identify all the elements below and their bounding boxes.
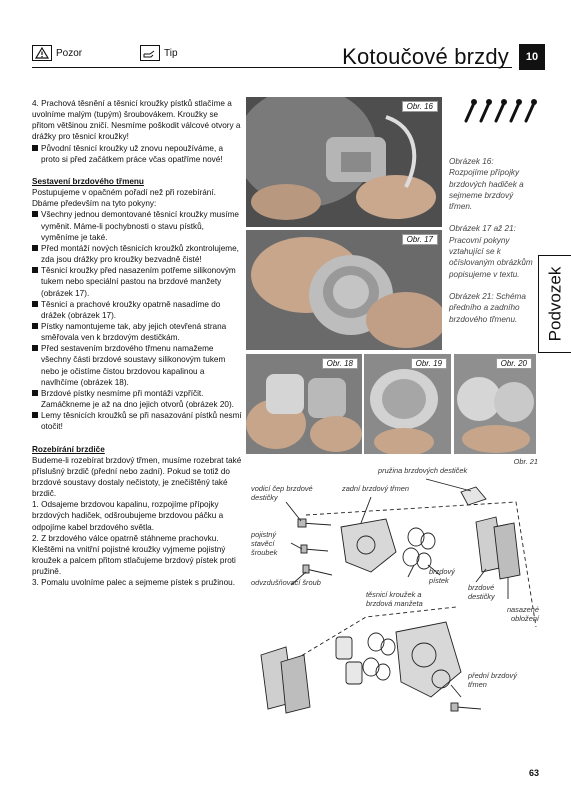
bullet-square (32, 243, 41, 265)
bullet-square (32, 299, 41, 321)
section-label: Podvozek (545, 266, 565, 342)
chapter-number: 10 (519, 44, 545, 70)
photo-label: Obr. 19 (411, 358, 447, 369)
bullet-item (32, 209, 242, 242)
label-pruzina: pružina brzdových destiček (378, 466, 468, 475)
heading-sestaveni: Sestavení brzdového třmenu (32, 176, 144, 186)
bullet-text: Lemy těsnicích kroužků se při nasazování pístků nesmí otočit! (41, 411, 242, 432)
bullet-square (32, 321, 41, 343)
photo-obr-17 (246, 230, 442, 350)
page-title: Kotoučové brzdy (342, 44, 509, 69)
pozor-legend (32, 45, 82, 61)
hand-pointer-icon (140, 45, 160, 61)
bullet-text: Před montáží nových těsnicích kroužků zkontrolujeme, zda jsou drážky pro kroužky bezvadně čisté! (41, 243, 239, 265)
bullet-text: Před sestavením brzdového třmenu namažeme všechny části brzdové soustavy silikonovým tukem nebo je očistíme čistou brzdovou kapalinou a navlhčíme (obrázek 18). (41, 344, 226, 387)
photo-label: Obr. 20 (496, 358, 532, 369)
label-zadni-trmen: zadní brzdový třmen (342, 484, 409, 493)
pozor-label: Pozor (56, 47, 83, 59)
paragraph-intro: Postupujeme v opačném pořadí než při rozebírání. Dbáme především na tyto pokyny: (32, 188, 216, 209)
label-pojistny-sroubek: pojistný stavěcí šroubek (251, 530, 278, 557)
photo-obr-20 (454, 354, 536, 454)
bullet-text: Všechny jednou demontované těsnicí kroužky musíme vyměnit. Máme-li pochybnosti o stavu pístků, vyměníme je také. (41, 210, 239, 242)
label-nasazene-oblozeni: nasazené obložení (506, 605, 539, 623)
bullet-square (32, 388, 41, 410)
tip-label: Tip (164, 47, 178, 59)
bullet-item (32, 265, 242, 298)
page-number: 63 (529, 768, 540, 778)
diagram-figure-label: Obr. 21 (513, 457, 538, 466)
bullet-item (32, 299, 242, 321)
paragraph-rozebirani: Budeme-li rozebírat brzdový třmen, musíme rozebrat také příslušný brzdič (přední nebo zadní). Pokud se totiž do brzdové soustavy dostaly nečistoty, je znečištěný také brzdič. (32, 455, 242, 499)
label-brzdove-desticky: brzdové destičky (468, 583, 495, 601)
paragraph-step-4: 4. Prachová těsnění a těsnicí kroužky pístků stlačíme a uvolníme malým (tupým) šroubovákem. Kroužky se přitom většinou zničí. Nesmíme poškodit válcové otvory a drážky pro těsnicí kroužky! (32, 99, 241, 142)
bullet-text: Těsnicí a prachové kroužky opatrně nasadíme do drážek (obrázek 17). (41, 299, 221, 320)
bullet-text: Těsnicí kroužky před nasazením potřeme silikonovým tukem nebo speciální pastou na brzdové manžety (obrázek 17). (41, 266, 236, 298)
caliper-photo-illustration (246, 97, 442, 227)
caption-obr-21: Obrázek 21: Schéma předního a zadního brzdového třmenu. (449, 291, 526, 324)
bullet-text: Původní těsnicí kroužky už znovu nepoužíváme, a proto si před začátkem práce včas opatříme nové! (41, 143, 224, 164)
diagram-obr-21 (246, 457, 546, 732)
bullet-text: Pístky namontujeme tak, aby jejich otevřená strana směřovala ven k brzdovým destičkám. (41, 321, 227, 343)
photo-label: Obr. 16 (402, 101, 438, 112)
bullet-item (32, 321, 242, 343)
step-1: 1. Odsajeme brzdovou kapalinu, rozpojíme přípojky brzdových hadiček, odšroubujeme brzdovou páčku a odpojíme kabel brzdového světla. (32, 500, 224, 532)
step-2: 2. Z brzdového válce opatrně stáhneme prachovku. Kleštěmi na vnitřní pojistné kroužky vyjmeme pojistný kroužek a palcem přitom stlačujeme brzdový pístek proti pružině. (32, 533, 236, 577)
photo-obr-16 (246, 97, 442, 227)
bullet-item (32, 243, 242, 265)
step-3: 3. Pomalu uvolníme palec a sejmeme pístek s pružinou. (32, 578, 235, 588)
photo-obr-19 (364, 354, 451, 454)
label-vodici-cep: vodicí čep brzdové destičky (251, 484, 313, 502)
photo-obr-18 (246, 354, 362, 454)
bullet-text: Brzdové pístky nesmíme při montáži vzpříčit. Zamáčkneme je až na dno jejich otvorů (obrázek 20). (41, 388, 234, 410)
label-predni-trmen: přední brzdový třmen (468, 671, 517, 689)
label-brzdovy-pistek: brzdový pístek (429, 567, 455, 585)
photo-label: Obr. 17 (402, 234, 438, 245)
caliper-bore-illustration (364, 354, 451, 454)
section-side-tab (538, 255, 571, 353)
bullet-square (32, 265, 41, 298)
warning-icon (32, 45, 52, 61)
wrench-tools-icon (462, 97, 538, 125)
label-tesnici-krouzek: těsnicí kroužek a brzdová manžeta (366, 590, 423, 608)
bullet-square (32, 143, 41, 165)
bullet-square (32, 343, 41, 388)
label-odvzdusnovaci: odvzdušňovací šroub (251, 578, 321, 587)
bullet-item (32, 388, 242, 410)
bullet-item (32, 343, 242, 388)
bullet-item (32, 143, 242, 165)
caption-obr-17-21: Obrázek 17 až 21: Pracovní pokyny vztahující se k očíslovaným obrázkům popisujeme v textu. (449, 224, 533, 279)
bullet-square (32, 209, 41, 242)
bullet-item (32, 410, 242, 432)
piston-parts-illustration (246, 354, 362, 454)
bullet-square (32, 410, 41, 432)
caption-obr-16: Obrázek 16: Rozpojíme přípojky brzdových hadiček a sejmeme brzdový třmen. (449, 157, 524, 212)
heading-rozebirani: Rozebírání brzdiče (32, 444, 105, 454)
figure-captions (449, 156, 533, 336)
piston-install-illustration (454, 354, 536, 454)
piston-photo-illustration (246, 230, 442, 350)
photo-label: Obr. 18 (322, 358, 358, 369)
tip-legend (140, 45, 178, 61)
left-text-column (32, 98, 242, 589)
